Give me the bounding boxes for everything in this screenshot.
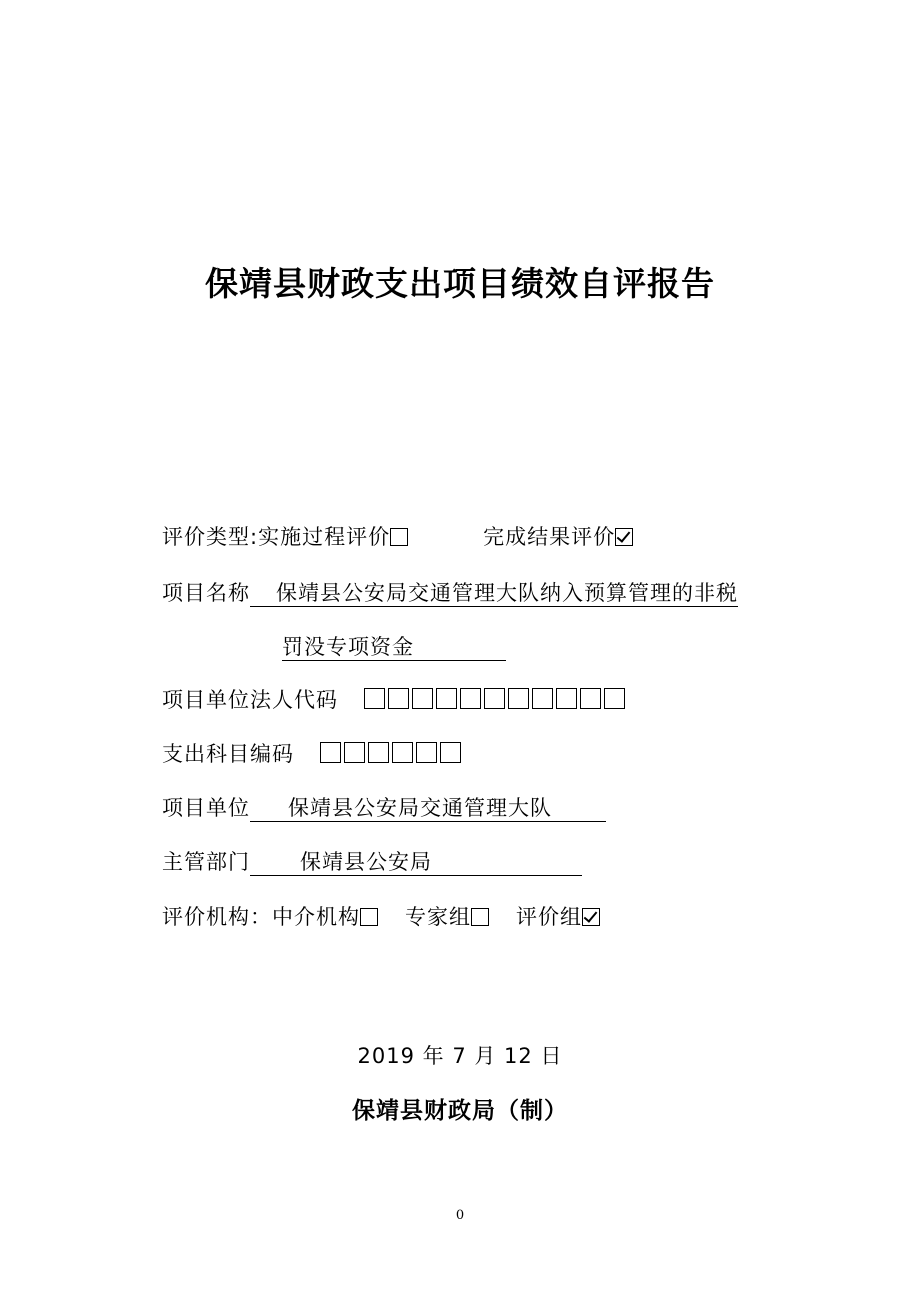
legal-code-digit-box[interactable] — [436, 688, 457, 709]
project-unit-label: 项目单位 — [162, 796, 250, 820]
checkbox-eval-group[interactable] — [582, 908, 600, 926]
legal-code-digit-box[interactable] — [460, 688, 481, 709]
eval-type-option-result: 完成结果评价 — [483, 525, 616, 549]
project-unit-value: 保靖县公安局交通管理大队 — [250, 795, 606, 822]
legal-code-digit-box[interactable] — [484, 688, 505, 709]
legal-code-digit-box[interactable] — [508, 688, 529, 709]
report-date: 2019 年 7 月 12 日 — [357, 1044, 563, 1068]
subject-code-row — [162, 739, 464, 769]
project-name-row — [162, 578, 738, 608]
legal-code-label: 项目单位法人代码 — [162, 688, 338, 712]
legal-code-boxes — [364, 688, 628, 712]
subject-code-digit-box[interactable] — [344, 742, 365, 763]
department-row — [162, 847, 582, 877]
eval-org-label: 评价机构： — [162, 905, 272, 929]
project-name-line2: 罚没专项资金 — [282, 634, 506, 661]
legal-code-digit-box[interactable] — [604, 688, 625, 709]
eval-org-option-agency: 中介机构 — [272, 905, 360, 929]
checkbox-result-eval[interactable] — [615, 528, 633, 546]
legal-code-digit-box[interactable] — [532, 688, 553, 709]
legal-code-digit-box[interactable] — [580, 688, 601, 709]
project-name-row-2 — [282, 632, 506, 662]
eval-org-row — [162, 902, 603, 932]
department-label: 主管部门 — [162, 850, 250, 874]
checkbox-experts[interactable] — [471, 908, 489, 926]
legal-code-digit-box[interactable] — [412, 688, 433, 709]
subject-code-digit-box[interactable] — [368, 742, 389, 763]
legal-code-row — [162, 685, 628, 715]
eval-type-label: 评价类型: — [162, 525, 259, 549]
eval-org-option-experts: 专家组 — [405, 905, 471, 929]
subject-code-digit-box[interactable] — [440, 742, 461, 763]
eval-type-row — [162, 522, 636, 552]
department-value: 保靖县公安局 — [250, 849, 582, 876]
report-title: 保靖县财政支出项目绩效自评报告 — [205, 264, 715, 303]
legal-code-digit-box[interactable] — [364, 688, 385, 709]
project-name-line1: 保靖县公安局交通管理大队纳入预算管理的非税 — [250, 580, 738, 607]
legal-code-digit-box[interactable] — [388, 688, 409, 709]
issuer: 保靖县财政局（制） — [352, 1098, 568, 1124]
subject-code-boxes — [320, 742, 464, 766]
page-number: 0 — [455, 1208, 465, 1223]
checkbox-process-eval[interactable] — [390, 528, 408, 546]
subject-code-digit-box[interactable] — [320, 742, 341, 763]
checkbox-agency[interactable] — [360, 908, 378, 926]
subject-code-digit-box[interactable] — [416, 742, 437, 763]
project-name-label: 项目名称 — [162, 581, 250, 605]
subject-code-label: 支出科目编码 — [162, 742, 294, 766]
eval-org-option-group: 评价组 — [516, 905, 582, 929]
eval-type-option-process: 实施过程评价 — [258, 525, 391, 549]
legal-code-digit-box[interactable] — [556, 688, 577, 709]
project-unit-row — [162, 793, 606, 823]
subject-code-digit-box[interactable] — [392, 742, 413, 763]
